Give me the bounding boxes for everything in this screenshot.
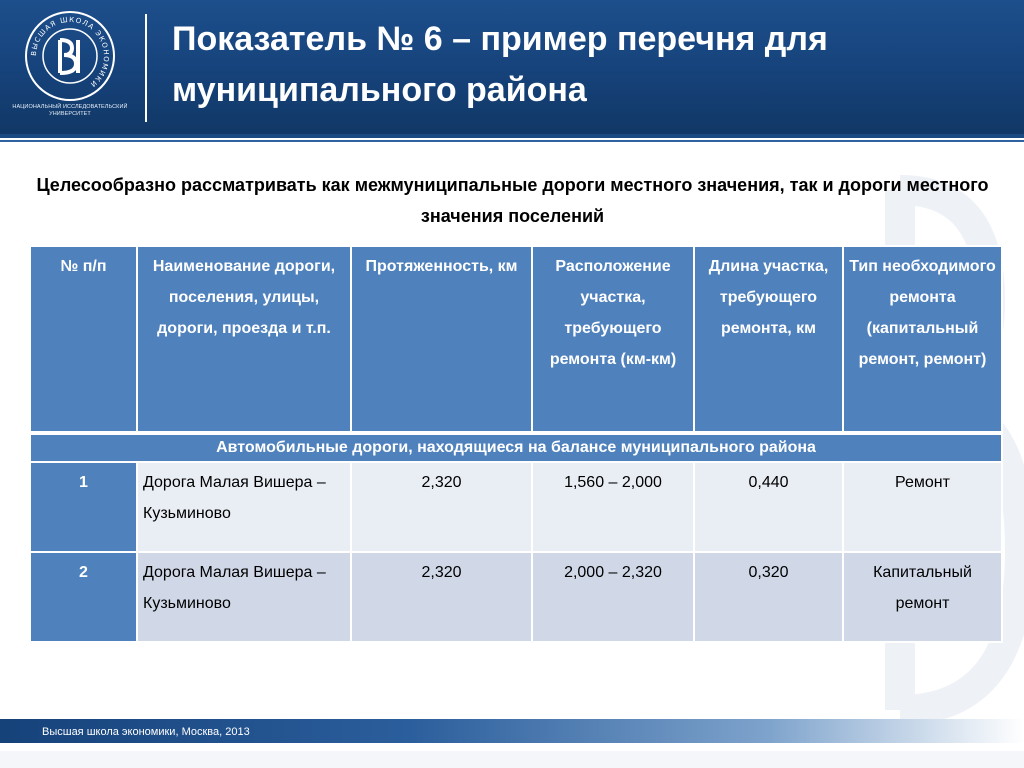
cell-length: 2,320 [351, 552, 532, 642]
column-header-location: Расположение участка, требующего ремонта (км-км) [532, 246, 694, 433]
table-row [30, 462, 1002, 552]
cell-repair: Капитальный ремонт [843, 552, 1002, 642]
table-section-row [30, 433, 1002, 462]
header-rule-thin [0, 140, 1024, 142]
cell-location: 2,000 – 2,320 [532, 552, 694, 642]
section-title: Автомобильные дороги, находящиеся на балансе муниципального района [30, 433, 1002, 462]
roads-table [29, 245, 1003, 643]
cell-segment: 0,320 [694, 552, 843, 642]
header-rule [0, 134, 1024, 138]
slide-header [0, 0, 1024, 134]
slide-subtitle: Целесообразно рассматривать как межмуниципальные дороги местного значения, так и дороги местного значения поселений [36, 175, 989, 226]
cell-name: Дорога Малая Вишера – Кузьминово [137, 462, 351, 552]
page-title: Показатель № 6 – пример перечня для муниципального района [172, 20, 828, 109]
table-row [30, 552, 1002, 642]
column-header-segment: Длина участка, требующего ремонта, км [694, 246, 843, 433]
cell-length: 2,320 [351, 462, 532, 552]
cell-segment: 0,440 [694, 462, 843, 552]
column-header-name: Наименование дороги, поселения, улицы, дороги, проезда и т.п. [137, 246, 351, 433]
cell-name: Дорога Малая Вишера – Кузьминово [137, 552, 351, 642]
cell-repair: Ремонт [843, 462, 1002, 552]
column-header-num: № п/п [30, 246, 137, 433]
bottom-strip [0, 751, 1024, 768]
cell-num: 1 [30, 462, 137, 552]
hse-logo-icon [24, 10, 116, 102]
logo-ring-text: ВЫСШАЯ ШКОЛА ЭКОНОМИКИ [29, 15, 111, 89]
logo-caption: НАЦИОНАЛЬНЫЙ ИССЛЕДОВАТЕЛЬСКИЙ УНИВЕРСИТЕТ [12, 104, 128, 117]
footer-text: Высшая школа экономики, Москва, 2013 [42, 726, 250, 738]
cell-location: 1,560 – 2,000 [532, 462, 694, 552]
column-header-length: Протяженность, км [351, 246, 532, 433]
header-divider [145, 14, 147, 122]
table-header-row [30, 246, 1002, 433]
column-header-repair: Тип необходимого ремонта (капитальный ремонт, ремонт) [843, 246, 1002, 433]
cell-num: 2 [30, 552, 137, 642]
